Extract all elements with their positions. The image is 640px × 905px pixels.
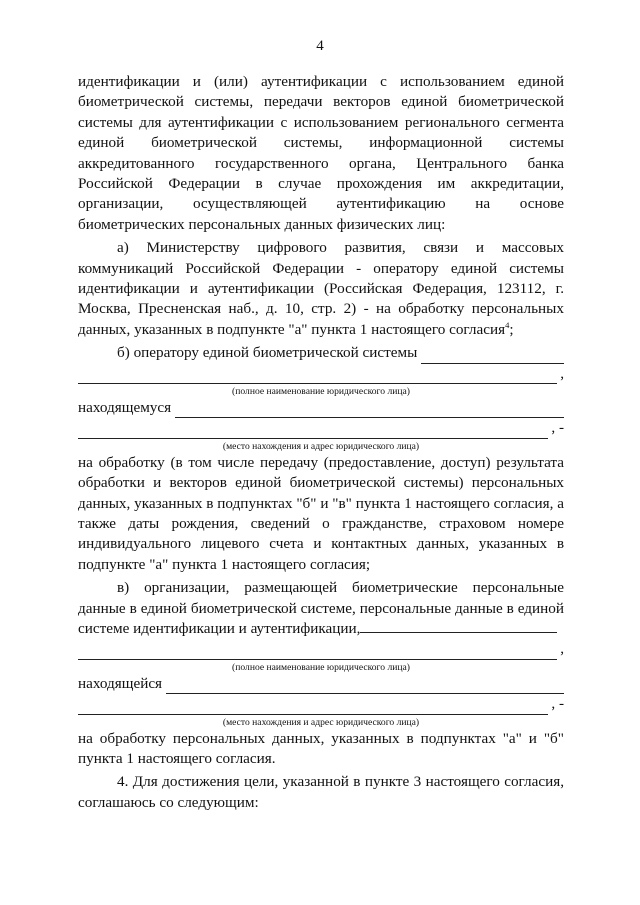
item-b-label: б) оператору единой биометрической системы — [117, 344, 418, 362]
intro-paragraph: идентификации и (или) аутентификации с использованием единой биометрической системы, передачи векторов единой биометрической системы для аутентификации с использованием регионального сегмента единой биометрической системы, информационной системы аккредитованного государственного органа, Центрального банка Российской Федерации в случае прохождения им аккредитации, организации, осуществляющей аутентификацию на основе биометрических персональных данных физических лиц: — [78, 73, 564, 233]
item-4-paragraph: 4. Для достижения цели, указанной в пункте 3 настоящего согласия, соглашаюсь со следующим: — [78, 773, 564, 811]
operator-name-field-start[interactable] — [421, 348, 564, 364]
document-body — [78, 72, 564, 813]
operator-location-caption: (место нахождения и адрес юридического лица) — [222, 440, 420, 452]
item-c-location-row — [78, 674, 564, 694]
item-b-location-row — [78, 398, 564, 418]
item-b-purpose: на обработку (в том числе передачу (предоставление, доступ) результата обработки и векторов единой биометрической системы) персональных данных, указанных в подпунктах "б" и "в" пункта 1 настоящего согласия, а также даты рождения, сведений о гражданстве, страховом номере индивидуального лицевого счета и контактных данных, указанных в подпункте "а" пункта 1 настоящего согласия; — [78, 453, 564, 573]
item-a-paragraph — [78, 238, 564, 340]
item-c-purpose: на обработку персональных данных, указанных в подпунктах "а" и "б" пункта 1 настоящего согласия. — [78, 729, 564, 768]
item-c-address-row — [78, 694, 564, 714]
operator-name-caption: (полное наименование юридического лица) — [232, 386, 410, 398]
page-number: 4 — [316, 38, 324, 54]
item-c-text: в) организации, размещающей биометрические персональные данные в единой биометрической системе, персональные данные в единой системе идентификации и аутентификации, — [78, 579, 564, 638]
item-c-line-end: , — [560, 640, 564, 658]
operator-address-field[interactable] — [78, 423, 548, 439]
organization-name-field-start[interactable] — [360, 620, 557, 633]
item-b-operator-row — [78, 343, 564, 363]
item-b-name-row — [78, 364, 564, 384]
item-b-location-label: находящемуся — [78, 399, 172, 417]
footnote-ref: 4 — [505, 319, 510, 330]
organization-name-field[interactable] — [78, 644, 557, 660]
item-b-address-row — [78, 418, 564, 438]
item-a-text: а) Министерству цифрового развития, связи и массовых коммуникаций Российской Федерации - оператору единой системы идентификации и аутентификации (Российская Федерация, 123112, г. Москва, Пресненская наб., д. 10, стр. 2) - на обработку персональных данных, указанных в подпункте "а" пункта 1 настоящего согласия — [78, 239, 564, 338]
operator-name-field[interactable] — [78, 368, 557, 384]
organization-address-field[interactable] — [78, 699, 548, 715]
item-c-name-row — [78, 640, 564, 660]
organization-location-caption: (место нахождения и адрес юридического лица) — [222, 716, 420, 728]
item-c-location-label: находящейся — [78, 674, 163, 692]
item-c-location-end: , - — [551, 695, 564, 713]
item-b-line-end: , — [560, 364, 564, 382]
item-b-location-end: , - — [551, 419, 564, 437]
organization-name-caption: (полное наименование юридического лица) — [232, 661, 410, 673]
item-c-paragraph — [78, 578, 564, 639]
operator-location-field[interactable] — [175, 402, 564, 418]
item-a-tail: ; — [509, 320, 514, 338]
organization-location-field[interactable] — [166, 678, 564, 694]
